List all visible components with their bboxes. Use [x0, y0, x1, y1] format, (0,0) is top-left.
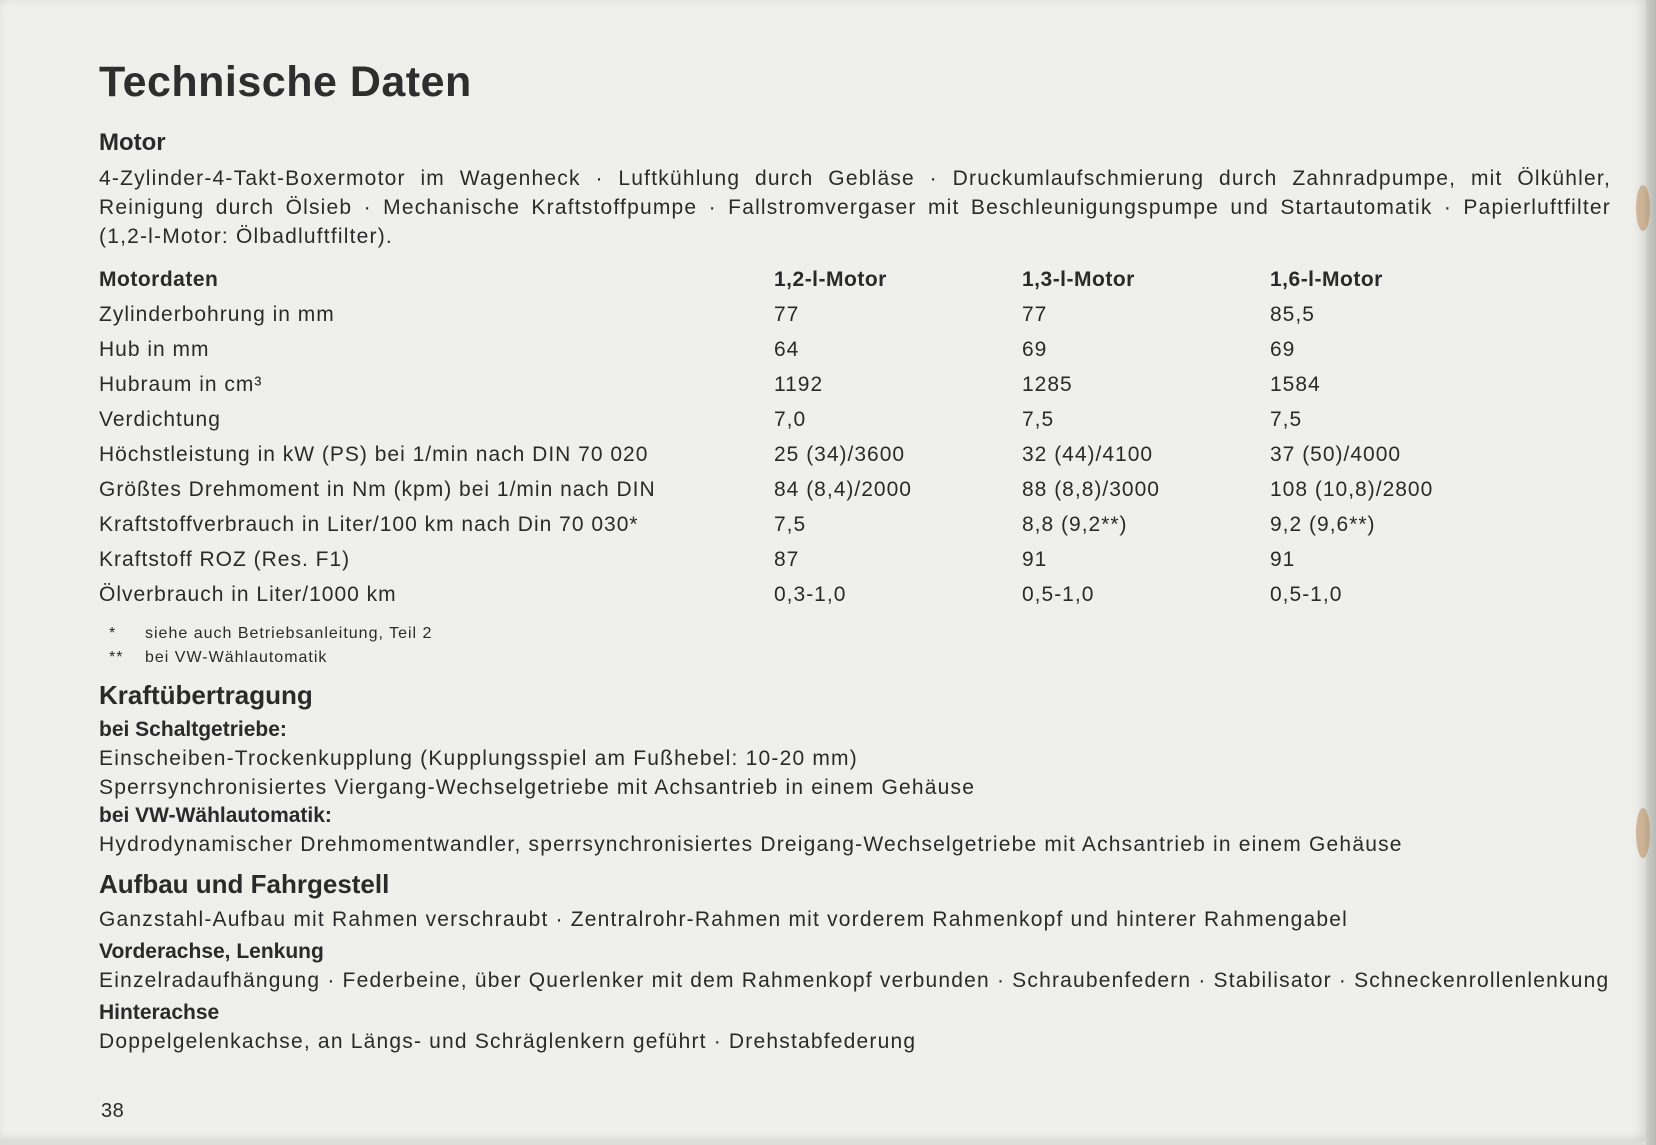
table-row [99, 402, 1520, 437]
cell-value: 64 [774, 337, 800, 361]
column-header: 1,6-l-Motor [1270, 268, 1383, 291]
section-kraftuebertragung [99, 680, 1611, 859]
column-header: Motordaten [99, 268, 219, 291]
footnote-mark: ** [109, 649, 124, 666]
cell-value: 69 [1022, 337, 1048, 361]
cell-value: 0,5-1,0 [1270, 582, 1343, 606]
row-label: Zylinderbohrung in mm [99, 302, 335, 326]
footnote-text: bei VW-Wählautomatik [145, 649, 328, 666]
cell-value: 25 (34)/3600 [774, 442, 906, 466]
cell-value: 32 (44)/4100 [1022, 442, 1154, 466]
cell-value: 84 (8,4)/2000 [774, 477, 912, 501]
table-row [99, 367, 1520, 402]
cell-value: 77 [1022, 302, 1048, 326]
footnotes [99, 622, 1611, 670]
cell-value: 91 [1022, 547, 1048, 571]
page-number: 38 [101, 1100, 125, 1122]
schalt-line: Einscheiben-Trockenkupplung (Kupplungsspiel am Fußhebel: 10-20 mm) [99, 747, 858, 770]
section-heading-aufbau: Aufbau und Fahrgestell [99, 869, 390, 899]
footnote [109, 622, 1611, 646]
schalt-line: Sperrsynchronisiertes Viergang-Wechselgetriebe mit Achsantrieb in einem Gehäuse [99, 776, 976, 799]
cell-value: 91 [1270, 547, 1296, 571]
cell-value: 1285 [1022, 372, 1073, 396]
cell-value: 7,5 [1270, 407, 1303, 431]
cell-value: 0,5-1,0 [1022, 582, 1095, 606]
subheading-schaltgetriebe: bei Schaltgetriebe: [99, 718, 287, 741]
cell-value: 87 [774, 547, 800, 571]
hinterachse-line: Doppelgelenkachse, an Längs- und Schräglenkern geführt · Drehstabfederung [99, 1030, 917, 1053]
column-header: 1,3-l-Motor [1022, 268, 1135, 291]
cell-value: 0,3-1,0 [774, 582, 847, 606]
cell-value: 88 (8,8)/3000 [1022, 477, 1160, 501]
table-row [99, 542, 1520, 577]
table-row [99, 472, 1520, 507]
section-heading-kraftuebertragung: Kraftübertragung [99, 680, 313, 710]
cell-value: 37 (50)/4000 [1270, 442, 1402, 466]
table-row [99, 332, 1520, 367]
table-row [99, 437, 1520, 472]
motor-description: 4-Zylinder-4-Takt-Boxermotor im Wagenheck · Luftkühlung durch Gebläse · Druckumlaufschmierung durch Zahnradpumpe, mit Ölkühler, Reinigung durch Ölsieb · Mechanische Kraftstoffpumpe · Fallstromvergaser mit Beschleunigungspumpe und Startautomatik · Papierluftfilter (1,2-l-Motor: Ölbadluftfilter). [99, 167, 1611, 248]
cell-value: 7,0 [774, 407, 807, 431]
row-label: Kraftstoffverbrauch in Liter/100 km nach Din 70 030* [99, 512, 639, 536]
cell-value: 85,5 [1270, 302, 1315, 326]
cell-value: 7,5 [1022, 407, 1055, 431]
subheading-waehlautomatik: bei VW-Wählautomatik: [99, 804, 332, 827]
aufbau-line: Ganzstahl-Aufbau mit Rahmen verschraubt · Zentralrohr-Rahmen mit vorderem Rahmenkopf und hinterer Rahmengabel [99, 908, 1348, 931]
table-row [99, 577, 1520, 612]
table-header-row [99, 263, 1520, 297]
row-label: Höchstleistung in kW (PS) bei 1/min nach DIN 70 020 [99, 442, 649, 466]
section-heading-motor: Motor [99, 129, 166, 156]
page-edge [1646, 0, 1656, 1145]
cell-value: 77 [774, 302, 800, 326]
row-label: Hubraum in cm³ [99, 372, 263, 396]
table-row [99, 297, 1520, 332]
stain-mark [1636, 185, 1650, 231]
subheading-vorderachse: Vorderachse, Lenkung [99, 940, 324, 963]
vorderachse-line: Einzelradaufhängung · Federbeine, über Querlenker mit dem Rahmenkopf verbunden · Schraubenfedern · Stabilisator · Schneckenrollenlenkung [99, 969, 1610, 992]
motordaten-table [99, 263, 1520, 612]
subheading-hinterachse: Hinterachse [99, 1001, 220, 1024]
footnote [109, 646, 1611, 670]
section-aufbau [99, 869, 1611, 1056]
cell-value: 1584 [1270, 372, 1321, 396]
footnote-text: siehe auch Betriebsanleitung, Teil 2 [145, 625, 433, 642]
row-label: Verdichtung [99, 407, 221, 431]
cell-value: 8,8 (9,2**) [1022, 512, 1128, 536]
row-label: Größtes Drehmoment in Nm (kpm) bei 1/min nach DIN [99, 477, 656, 501]
stain-mark [1636, 808, 1650, 858]
row-label: Ölverbrauch in Liter/1000 km [99, 582, 397, 606]
cell-value: 9,2 (9,6**) [1270, 512, 1376, 536]
row-label: Hub in mm [99, 337, 210, 361]
row-label: Kraftstoff ROZ (Res. F1) [99, 547, 351, 571]
cell-value: 1192 [774, 372, 824, 396]
content-area [99, 56, 1611, 1056]
cell-value: 7,5 [774, 512, 807, 536]
table-row [99, 507, 1520, 542]
column-header: 1,2-l-Motor [774, 268, 887, 291]
cell-value: 69 [1270, 337, 1296, 361]
auto-line: Hydrodynamischer Drehmomentwandler, sperrsynchronisiertes Dreigang-Wechselgetriebe mit Achsantrieb in einem Gehäuse [99, 833, 1403, 856]
footnote-mark: * [109, 625, 117, 642]
page-title: Technische Daten [99, 58, 472, 106]
cell-value: 108 (10,8)/2800 [1270, 477, 1434, 501]
